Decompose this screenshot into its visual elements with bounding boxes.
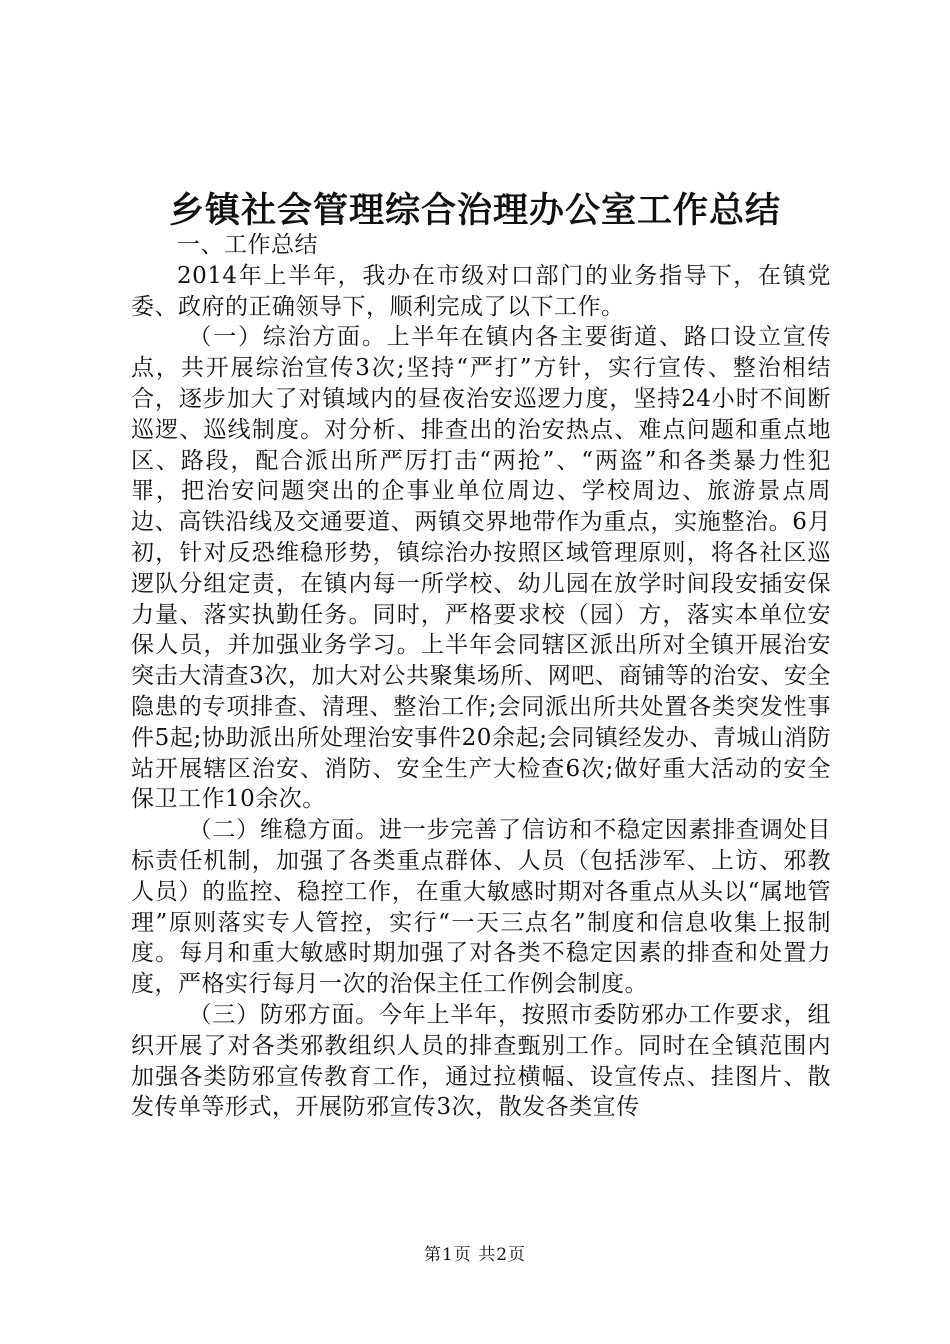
paragraph-comprehensive-governance: （一）综治方面。上半年在镇内各主要街道、路口设立宣传点，共开展综治宣传3次;坚持“严打”方针，实行宣传、整治相结合，逐步加大了对镇域内的昼夜治安巡逻力度，坚持24小时不间断巡逻、巡线制度。对分析、排查出的治安热点、难点问题和重点地区、路段，配合派出所严厉打击“两抢”、“两盗”和各类暴力性犯罪，把治安问题突出的企事业单位周边、学校周边、旅游景点周边、高铁沿线及交通要道、两镇交界地带作为重点，实施整治。6月初，针对反恐维稳形势，镇综治办按照区域管理原则，将各社区巡逻队分组定责，在镇内每一所学校、幼儿园在放学时间段安插安保力量、落实执勤任务。同时，严格要求校（园）方，落实本单位安保人员，并加强业务学习。上半年会同辖区派出所对全镇开展治安突击大清查3次，加大对公共聚集场所、网吧、商铺等的治安、安全隐患的专项排查、清理、整治工作;会同派出所共处置各类突发性事件5起;协助派出所处理治安事件20余起;会同镇经发办、青城山消防站开展辖区治安、消防、安全生产大检查6次;做好重大活动的安全保卫工作10余次。 bbox=[131, 324, 831, 813]
paragraph-anti-cult: （三）防邪方面。今年上半年，按照市委防邪办工作要求，组织开展了对各类邪教组织人员的排查甄别工作。同时在全镇范围内加强各类防邪宣传教育工作，通过拉横幅、设宣传点、挂图片、散发传单等形式，开展防邪宣传3次，散发各类宣传 bbox=[131, 1001, 831, 1121]
section-heading: 一、工作总结 bbox=[177, 232, 318, 258]
document-body bbox=[131, 230, 831, 1123]
document-title: 乡镇社会管理综合治理办公室工作总结 bbox=[168, 190, 781, 231]
intro-paragraph: 2014年上半年，我办在市级对口部门的业务指导下，在镇党委、政府的正确领导下，顺利完成了以下工作。 bbox=[131, 262, 831, 320]
paragraph-stability: （二）维稳方面。进一步完善了信访和不稳定因素排查调处目标责任机制，加强了各类重点群体、人员（包括涉军、上访、邪教人员）的监控、稳控工作，在重大敏感时期对各重点从头以“属地管理”原则落实专人管控，实行“一天三点名”制度和信息收集上报制度。每月和重大敏感时期加强了对各类不稳定因素的排查和处置力度，严格实行每月一次的治保主任工作例会制度。 bbox=[131, 817, 831, 998]
page-footer: 第1页 共2页 bbox=[423, 1245, 527, 1265]
